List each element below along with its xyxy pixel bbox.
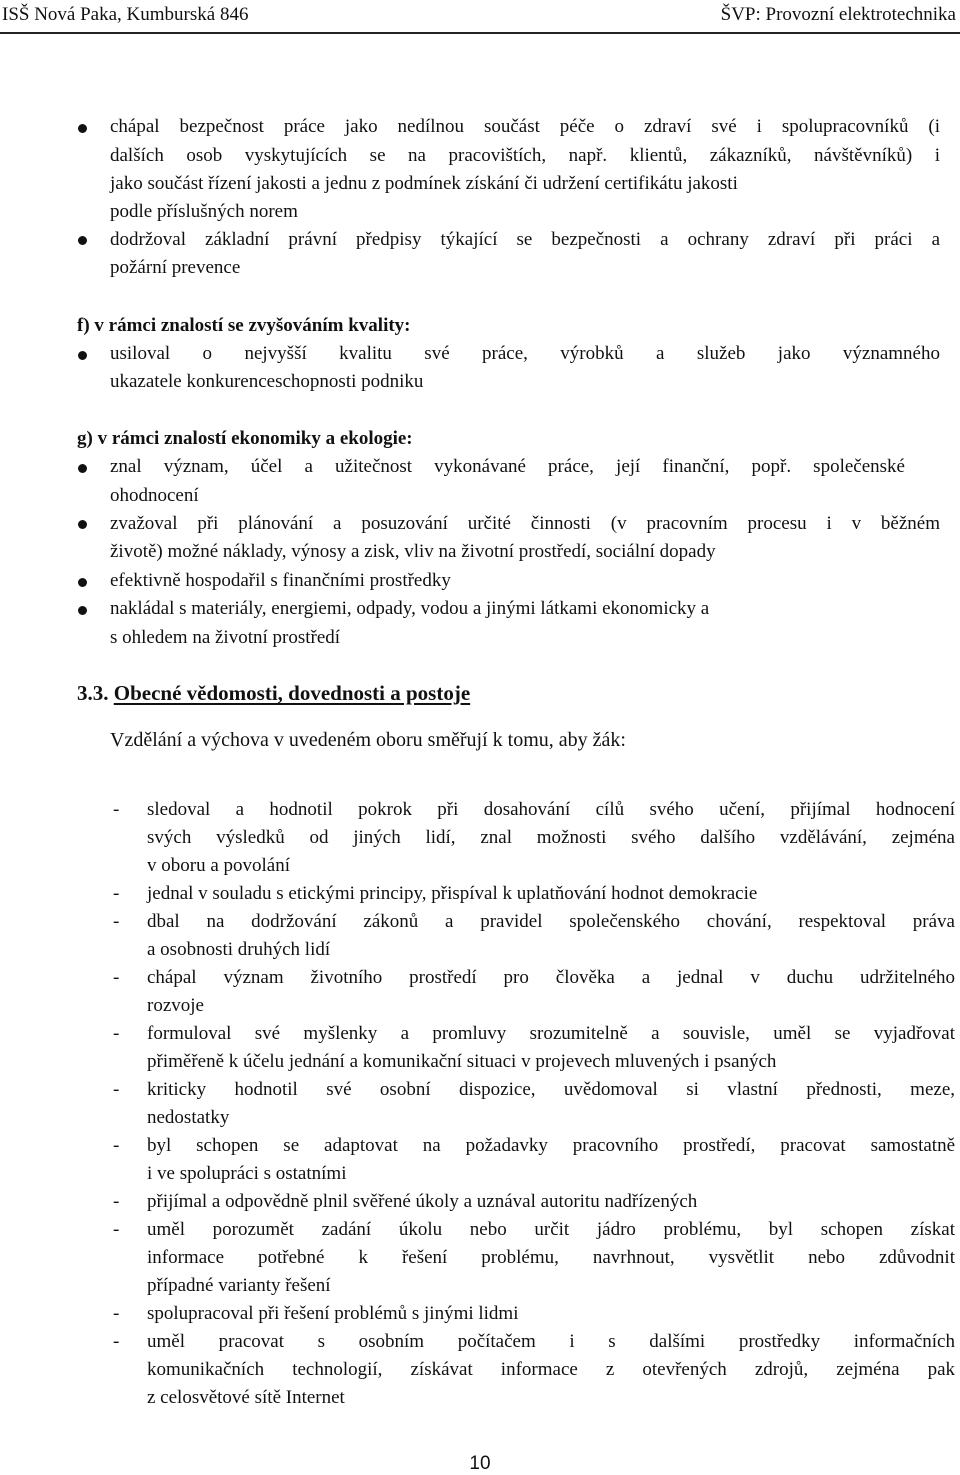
bullet-icon	[78, 351, 87, 360]
text-line: chápal bezpečnost práce jako nedílnou součást péče o zdraví své i spolupracovníků (i	[110, 116, 940, 137]
dash-marker: -	[113, 1079, 120, 1100]
text-line: přiměřeně k účelu jednání a komunikační situaci v projevech mluvených i psaných	[147, 1051, 777, 1072]
text-line: z celosvětové sítě Internet	[147, 1387, 345, 1408]
dash-marker: -	[113, 1135, 120, 1156]
text-line: jednal v souladu s etickými principy, přispíval k uplatňování hodnot demokracie	[147, 883, 758, 904]
dash-marker: -	[113, 1023, 120, 1044]
text-line: přijímal a odpovědně plnil svěřené úkoly a uznával autoritu nadřízených	[147, 1191, 698, 1212]
header-school: ISŠ Nová Paka, Kumburská 846	[2, 4, 249, 25]
text-line: zvažoval při plánování a posuzování určité činnosti (v pracovním procesu i v běžném	[110, 513, 940, 534]
text-line: ohodnocení	[110, 485, 199, 506]
text-line: i ve spolupráci s ostatními	[147, 1163, 347, 1184]
bullet-icon	[78, 236, 87, 245]
text-line: podle příslušných norem	[110, 201, 298, 222]
text-line: uměl porozumět zadání úkolu nebo určit jádro problému, byl schopen získat	[147, 1219, 955, 1240]
text-line: komunikačních technologií, získávat informace z otevřených zdrojů, zejména pak	[147, 1359, 955, 1380]
text-line: chápal význam životního prostředí pro člověka a jednal v duchu udržitelného	[147, 967, 955, 988]
text-line: dalších osob vyskytujících se na pracovištích, např. klientů, zákazníků, návštěvníků) i	[110, 145, 940, 166]
text-line: sledoval a hodnotil pokrok při dosahování cílů svého učení, přijímal hodnocení	[147, 799, 955, 820]
text-line: byl schopen se adaptovat na požadavky pracovního prostředí, pracovat samostatně	[147, 1135, 955, 1156]
text-line: formuloval své myšlenky a promluvy srozumitelně a souvisle, uměl se vyjadřovat	[147, 1023, 955, 1044]
bullet-icon	[78, 578, 87, 587]
text-line: usiloval o nejvyšší kvalitu své práce, výrobků a služeb jako významného	[110, 343, 940, 364]
text-line: v oboru a povolání	[147, 855, 291, 876]
section-title	[77, 681, 470, 706]
header-rule	[0, 32, 960, 34]
text-line: kriticky hodnotil své osobní dispozice, uvědomoval si vlastní přednosti, meze,	[147, 1079, 955, 1100]
page-number: 10	[469, 1453, 491, 1474]
text-line: informace potřebné k řešení problému, navrhnout, vysvětlit nebo zdůvodnit	[147, 1247, 955, 1268]
text-line: uměl pracovat s osobním počítačem i s dalšími prostředky informačních	[147, 1331, 955, 1352]
text-line: svých výsledků od jiných lidí, znal možnosti svého dalšího vzdělávání, zejména	[147, 827, 955, 848]
dash-marker: -	[113, 1331, 120, 1352]
text-line: nedostatky	[147, 1107, 230, 1128]
dash-marker: -	[113, 1219, 120, 1240]
text-line: požární prevence	[110, 257, 241, 278]
header-program: ŠVP: Provozní elektrotechnika	[720, 4, 956, 25]
dash-marker: -	[113, 967, 120, 988]
text-line: ukazatele konkurenceschopnosti podniku	[110, 371, 424, 392]
section-number: 3.3.	[77, 681, 109, 705]
dash-marker: -	[113, 1191, 120, 1212]
text-line: jako součást řízení jakosti a jednu z podmínek získání či udržení certifikátu jakosti	[110, 173, 738, 194]
page-header	[0, 0, 960, 34]
text-line: spolupracoval při řešení problémů s jinými lidmi	[147, 1303, 519, 1324]
dash-marker: -	[113, 799, 120, 820]
text-line: životě) možné náklady, výnosy a zisk, vliv na životní prostředí, sociální dopady	[110, 541, 716, 562]
text-line: nakládal s materiály, energiemi, odpady, vodou a jinými látkami ekonomicky a	[110, 598, 710, 619]
section-intro: Vzdělání a výchova v uvedeném oboru směřují k tomu, aby žák:	[110, 729, 626, 751]
section-heading-g: g) v rámci znalostí ekonomiky a ekologie:	[77, 428, 413, 449]
dash-marker: -	[113, 911, 120, 932]
bullet-icon	[78, 520, 87, 529]
dash-marker: -	[113, 883, 120, 904]
text-line: dodržoval základní právní předpisy týkající se bezpečnosti a ochrany zdraví při práci a	[110, 229, 940, 250]
text-line: znal význam, účel a užitečnost vykonávané práce, její finanční, popř. společenské	[110, 456, 905, 477]
dash-marker: -	[113, 1303, 120, 1324]
text-line: případné varianty řešení	[147, 1275, 331, 1296]
text-line: s ohledem na životní prostředí	[110, 627, 341, 648]
section-title-text: Obecné vědomosti, dovednosti a postoje	[113, 681, 471, 705]
bullet-icon	[78, 124, 87, 133]
bullet-icon	[78, 464, 87, 473]
text-line: a osobnosti druhých lidí	[147, 939, 331, 960]
text-line: efektivně hospodařil s finančními prostředky	[110, 570, 451, 591]
section-heading-f: f) v rámci znalostí se zvyšováním kvality:	[77, 315, 411, 336]
text-line: dbal na dodržování zákonů a pravidel společenského chování, respektoval práva	[147, 911, 955, 932]
text-line: rozvoje	[147, 995, 204, 1016]
bullet-icon	[78, 606, 87, 615]
